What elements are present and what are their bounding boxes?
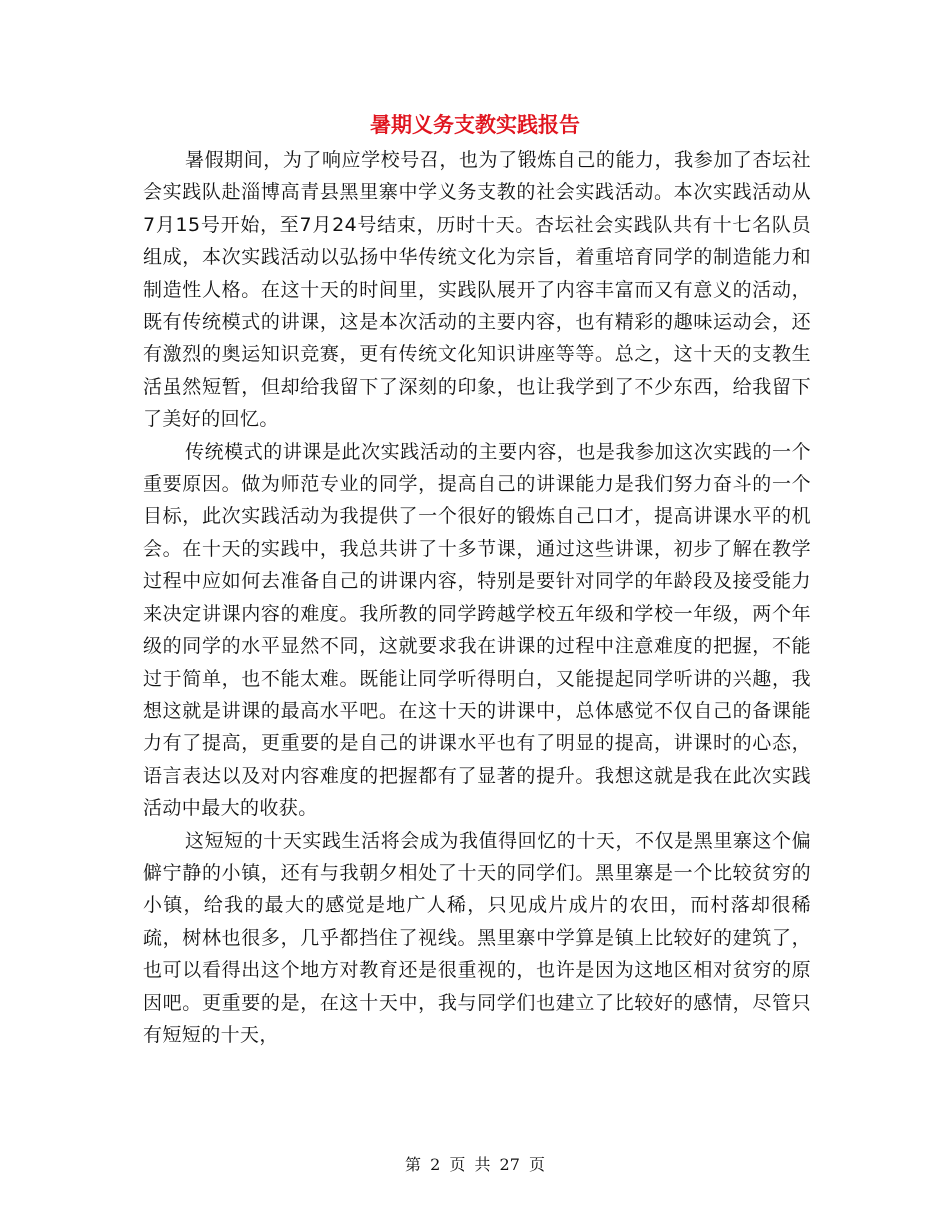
paragraph-3: 这短短的十天实践生活将会成为我值得回忆的十天，不仅是黑里寨这个偏僻宁静的小镇，还有与我朝夕相处了十天的同学们。黑里寨是一个比较贫穷的小镇，给我的最大的感觉是地广人稀，只见成片成片的农田，而村落却很稀疏，树林也很多，几乎都挡住了视线。黑里寨中学算是镇上比较好的建筑了，也可以看得出这个地方对教育还是很重视的，也许是因为这地区相对贫穷的原因吧。更重要的是，在这十天中，我与同学们也建立了比较好的感情，尽管只有短短的十天， xyxy=(143,829,811,1046)
document-title: 暑期义务支教实践报告 xyxy=(370,112,580,137)
document-body xyxy=(143,144,811,1051)
paragraph-1: 暑假期间，为了响应学校号召，也为了锻炼自己的能力，我参加了杏坛社会实践队赴淄博高青县黑里寨中学义务支教的社会实践活动。本次实践活动从7月15号开始，至7月24号结束，历时十天。杏坛社会实践队共有十七名队员组成，本次实践活动以弘扬中华传统文化为宗旨，着重培育同学的制造能力和制造性人格。在这十天的时间里，实践队展开了内容丰富而又有意义的活动，既有传统模式的讲课，这是本次活动的主要内容，也有精彩的趣味运动会，还有激烈的奥运知识竞赛，更有传统文化知识讲座等等。总之，这十天的支教生活虽然短暂，但却给我留下了深刻的印象，也让我学到了不少东西，给我留下了美好的回忆。 xyxy=(143,149,811,431)
page-number-footer: 第 2 页 共 27 页 xyxy=(405,1155,545,1174)
paragraph-2: 传统模式的讲课是此次实践活动的主要内容，也是我参加这次实践的一个重要原因。做为师范专业的同学，提高自己的讲课能力是我们努力奋斗的一个目标，此次实践活动为我提供了一个很好的锻炼自己口才，提高讲课水平的机会。在十天的实践中，我总共讲了十多节课，通过这些讲课，初步了解在教学过程中应如何去准备自己的讲课内容，特别是要针对同学的年龄段及接受能力来决定讲课内容的难度。我所教的同学跨越学校五年级和学校一年级，两个年级的同学的水平显然不同，这就要求我在讲课的过程中注意难度的把握，不能过于简单，也不能太难。既能让同学听得明白，又能提起同学听讲的兴趣，我想这就是讲课的最高水平吧。在这十天的讲课中，总体感觉不仅自己的备课能力有了提高，更重要的是自己的讲课水平也有了明显的提高，讲课时的心态，语言表达以及对内容难度的把握都有了显著的提升。我想这就是我在此次实践活动中最大的收获。 xyxy=(143,440,811,820)
